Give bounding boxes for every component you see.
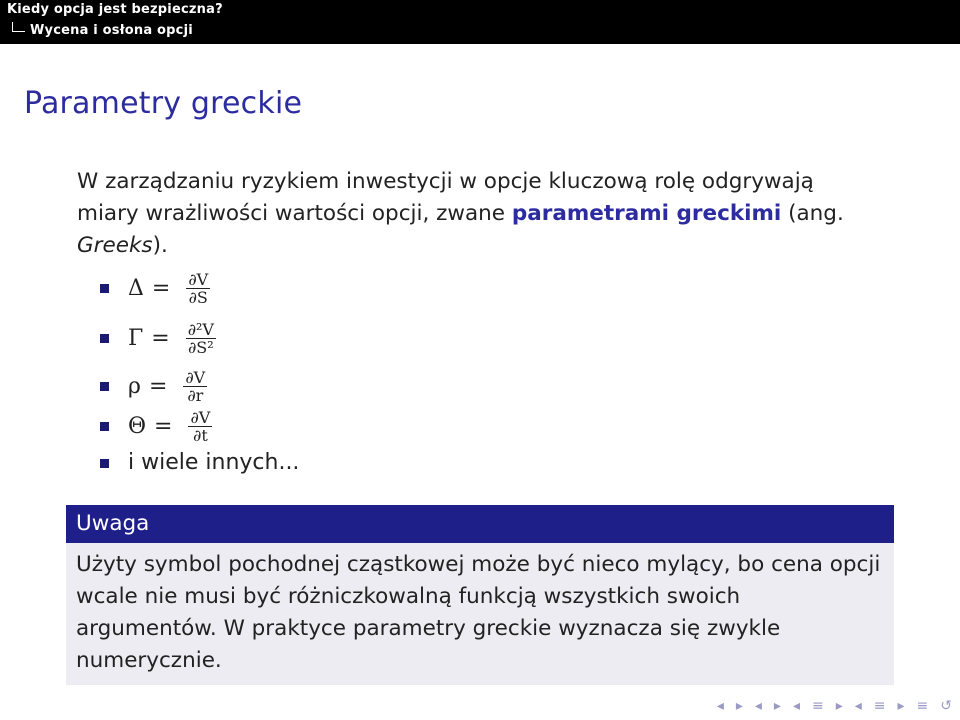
intro-bold-term: parametrami greckimi (511, 201, 782, 226)
theta-symbol: Θ (128, 413, 147, 439)
gamma-symbol: Γ (128, 325, 144, 351)
headline-subsection-label: Wycena i osłona opcji (30, 23, 193, 38)
headline-section[interactable]: Kiedy opcja jest bezpieczna? (7, 2, 223, 17)
fraction-denominator: ∂S² (188, 337, 214, 357)
theta-fraction (188, 409, 212, 444)
nav-prev-section-icon[interactable]: ◂ (792, 698, 800, 714)
nav-next-subsection-icon[interactable]: ▸ (773, 698, 781, 714)
nav-doc-icon[interactable]: ≡ (873, 698, 886, 714)
nav-next-doc-icon[interactable]: ▸ (897, 698, 905, 714)
rho-fraction (183, 369, 207, 404)
nav-next-section-icon[interactable]: ▸ (835, 698, 843, 714)
fraction-numerator: ∂V (190, 407, 211, 427)
note-body: Użyty symbol pochodnej cząstkowej może być nieco mylący, bo cena opcji wcale nie musi być różniczkowalną funkcją wszystkich swoich argumentów. W praktyce parametry greckie wyznacza się zwykle numerycznie. (66, 543, 894, 685)
fraction-denominator: ∂S (188, 287, 208, 307)
equals-sign: = (148, 373, 168, 399)
nav-section-icon[interactable]: ≡ (811, 698, 824, 714)
intro-text-3: ). (152, 233, 168, 258)
intro-italic-term: Greeks (77, 233, 153, 258)
bullet-icon (100, 382, 109, 391)
list-item-rho (100, 368, 207, 404)
fraction-numerator: ∂V (185, 367, 206, 387)
nav-prev-doc-icon[interactable]: ◂ (854, 698, 862, 714)
nav-first-icon[interactable]: ◂ (716, 698, 724, 714)
intro-text-1: W zarządzaniu ryzykiem inwestycji w opcje kluczową rolę odgrywają miary wrażliwości wartości opcji, zwane (77, 169, 814, 226)
list-item-gamma (100, 318, 216, 358)
list-item-others (100, 448, 299, 478)
nav-prev-subsection-icon[interactable]: ◂ (754, 698, 762, 714)
fraction-denominator: ∂r (187, 385, 204, 405)
note-block (66, 505, 894, 685)
headline-subsection[interactable] (12, 22, 193, 38)
delta-symbol: Δ (128, 275, 144, 301)
rho-symbol: ρ (128, 373, 141, 399)
bullet-icon (100, 284, 109, 293)
bullet-icon (100, 422, 109, 431)
others-text: i wiele innych... (128, 450, 300, 475)
frame-title: Parametry greckie (24, 86, 303, 121)
equals-sign: = (151, 325, 170, 351)
nav-appendix-icon[interactable]: ≡ (916, 698, 929, 714)
subsection-hook-icon (12, 22, 25, 32)
fraction-denominator: ∂t (193, 425, 208, 445)
bullet-icon (100, 334, 109, 343)
navigation-symbols (717, 696, 952, 716)
nav-prev-frame-icon[interactable]: ▸ (735, 698, 743, 714)
equals-sign: = (151, 275, 171, 301)
list-item-theta (100, 408, 212, 444)
fraction-numerator: ∂²V (187, 319, 214, 339)
equals-sign: = (154, 413, 173, 439)
fraction-numerator: ∂V (188, 269, 209, 289)
list-item-delta (100, 268, 210, 308)
intro-text-2: (ang. (781, 201, 844, 226)
gamma-fraction (186, 321, 216, 356)
note-title: Uwaga (66, 505, 894, 543)
bullet-icon (100, 459, 109, 468)
nav-search-back-icon[interactable]: ↺ (940, 698, 952, 714)
delta-fraction (186, 271, 210, 306)
intro-paragraph (77, 166, 877, 262)
headline-bar (0, 0, 960, 44)
